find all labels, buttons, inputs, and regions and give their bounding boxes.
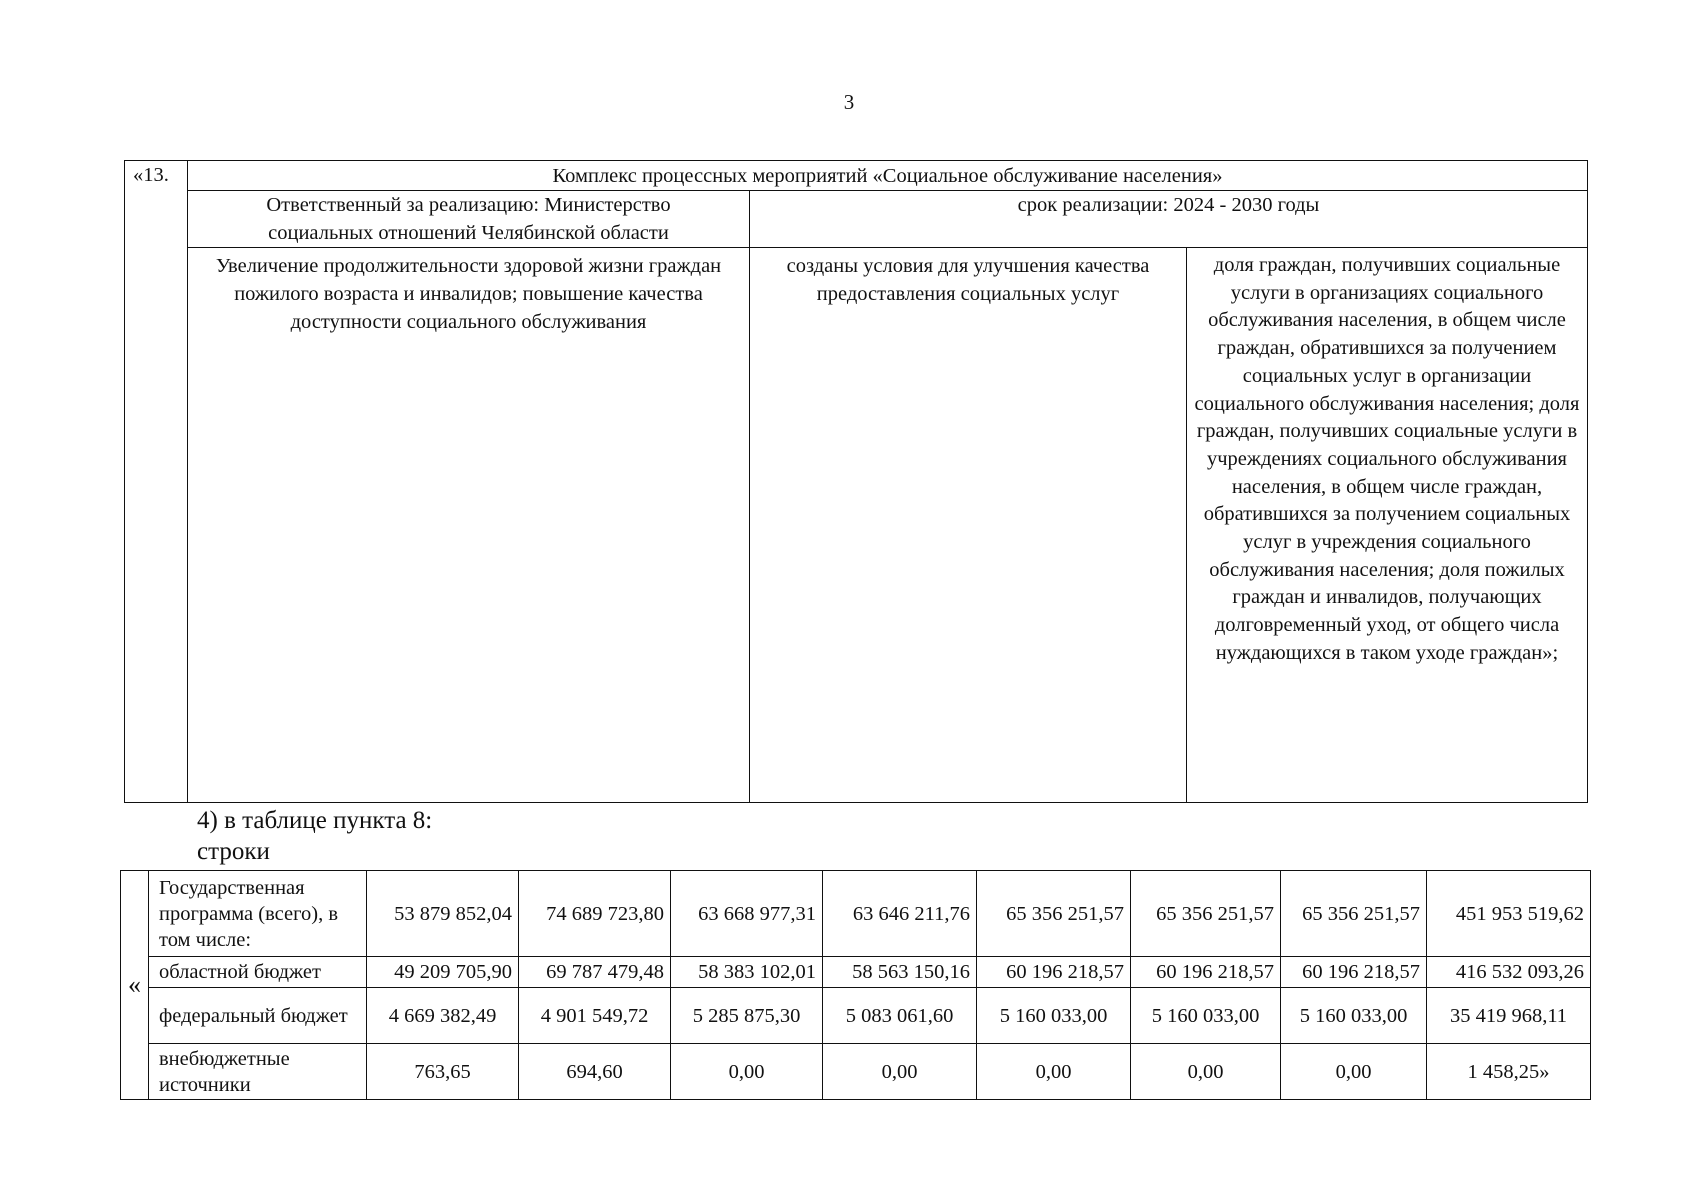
section-13-table — [124, 160, 1588, 803]
row-label: областной бюджет — [149, 957, 367, 988]
term-cell: срок реализации: 2024 - 2030 годы — [750, 191, 1588, 248]
cell-value: 65 356 251,57 — [1281, 871, 1427, 957]
responsible-cell: Ответственный за реализацию: Министерство социальных отношений Челябинской области — [188, 191, 750, 248]
table-row — [121, 957, 1591, 988]
finance-table — [120, 870, 1591, 1100]
cell-value: 0,00 — [977, 1044, 1131, 1100]
cell-value: 5 160 033,00 — [977, 988, 1131, 1044]
page-number: 3 — [843, 90, 855, 114]
result-cell: созданы условия для улучшения качества предоставления социальных услуг — [750, 248, 1187, 803]
cell-value: 60 196 218,57 — [1281, 957, 1427, 988]
cell-value: 63 668 977,31 — [671, 871, 823, 957]
cell-value: 451 953 519,62 — [1427, 871, 1591, 957]
table-row — [121, 988, 1591, 1044]
cell-value: 53 879 852,04 — [367, 871, 519, 957]
row-label: Государственная программа (всего), в том числе: — [149, 871, 367, 957]
paragraph-rows-word: строки — [197, 838, 270, 865]
cell-value: 763,65 — [367, 1044, 519, 1100]
cell-value: 69 787 479,48 — [519, 957, 671, 988]
cell-value: 4 901 549,72 — [519, 988, 671, 1044]
section-title: Комплекс процессных мероприятий «Социальное обслуживание населения» — [188, 161, 1588, 191]
row-label: федеральный бюджет — [149, 988, 367, 1044]
cell-value: 1 458,25» — [1427, 1044, 1591, 1100]
cell-value: 0,00 — [1281, 1044, 1427, 1100]
cell-value: 5 160 033,00 — [1281, 988, 1427, 1044]
cell-value: 5 160 033,00 — [1131, 988, 1281, 1044]
goals-cell: Увеличение продолжительности здоровой жизни граждан пожилого возраста и инвалидов; повышение качества доступности социального обслуживания — [188, 248, 750, 803]
cell-value: 5 083 061,60 — [823, 988, 977, 1044]
cell-value: 58 563 150,16 — [823, 957, 977, 988]
cell-value: 0,00 — [671, 1044, 823, 1100]
table-row — [121, 1044, 1591, 1100]
cell-value: 74 689 723,80 — [519, 871, 671, 957]
cell-value: 58 383 102,01 — [671, 957, 823, 988]
section-number: «13. — [125, 161, 188, 803]
cell-value: 4 669 382,49 — [367, 988, 519, 1044]
cell-value: 65 356 251,57 — [1131, 871, 1281, 957]
cell-value: 694,60 — [519, 1044, 671, 1100]
row-label: внебюджетные источники — [149, 1044, 367, 1100]
cell-value: 60 196 218,57 — [1131, 957, 1281, 988]
cell-value: 416 532 093,26 — [1427, 957, 1591, 988]
cell-value: 0,00 — [1131, 1044, 1281, 1100]
cell-value: 5 285 875,30 — [671, 988, 823, 1044]
open-quote: « — [121, 871, 149, 1100]
cell-value: 0,00 — [823, 1044, 977, 1100]
cell-value: 49 209 705,90 — [367, 957, 519, 988]
paragraph-item-4: 4) в таблице пункта 8: — [197, 807, 433, 834]
cell-value: 60 196 218,57 — [977, 957, 1131, 988]
cell-value: 65 356 251,57 — [977, 871, 1131, 957]
indicators-cell: доля граждан, получивших социальные услуги в организациях социального обслуживания населения, в общем числе граждан, обратившихся за получением социальных услуг в организации социального обслуживания населения; доля граждан, получивших социальные услуги в учреждениях социального обслуживания населения, в общем числе граждан, обратившихся за получением социальных услуг в учреждения социального обслуживания населения; доля пожилых граждан и инвалидов, получающих долговременный уход, от общего числа нуждающихся в таком уходе граждан»; — [1187, 248, 1588, 803]
cell-value: 35 419 968,11 — [1427, 988, 1591, 1044]
cell-value: 63 646 211,76 — [823, 871, 977, 957]
table-row — [121, 871, 1591, 957]
